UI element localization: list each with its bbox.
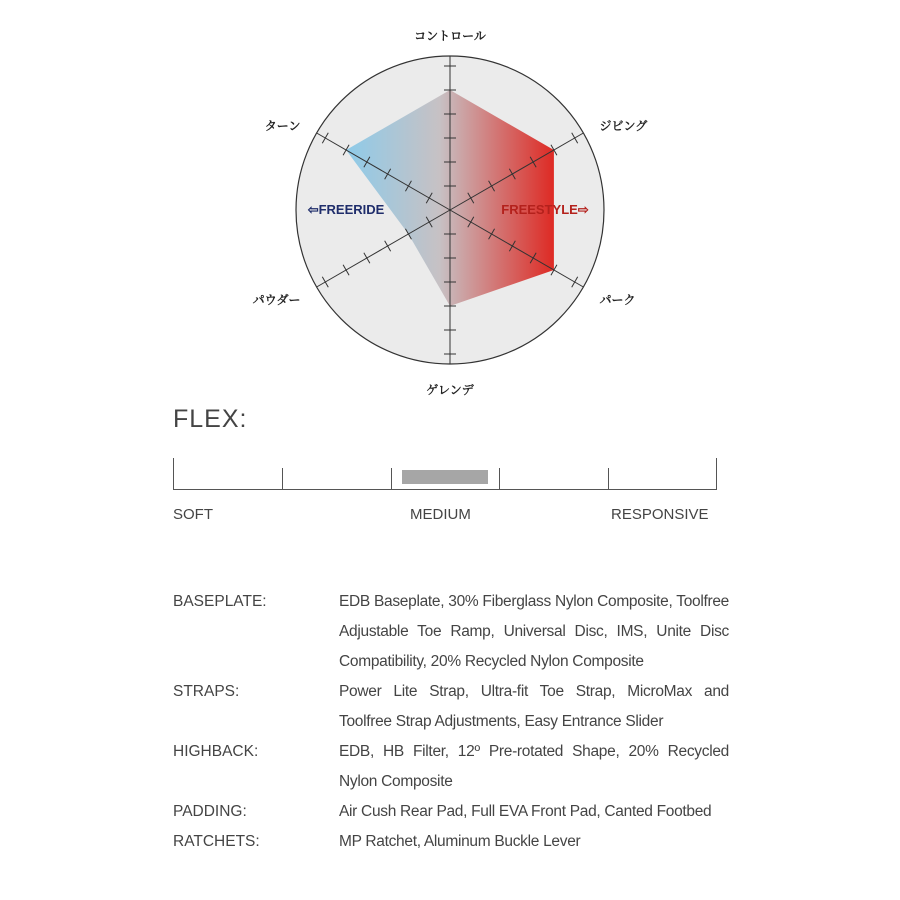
spec-row-straps [173, 677, 733, 737]
spec-list [173, 587, 733, 857]
flex-title: FLEX: [173, 405, 248, 433]
spec-key: STRAPS: [173, 683, 240, 700]
radar-axis-label: ジビング [599, 119, 648, 133]
flex-label-medium: MEDIUM [410, 506, 471, 523]
spec-value: Air Cush Rear Pad, Full EVA Front Pad, Canted Footbed [339, 803, 712, 820]
flex-label-responsive: RESPONSIVE [611, 506, 709, 523]
spec-row-highback [173, 737, 733, 797]
flex-scale-tick [608, 468, 609, 490]
flex-scale-tick [282, 468, 283, 490]
spec-key: PADDING: [173, 803, 247, 820]
radar-axis-label: パーク [599, 293, 636, 307]
spec-row-padding [173, 797, 733, 827]
freeride-label: ⇦FREERIDE [307, 202, 385, 217]
flex-scale [173, 458, 717, 490]
spec-row-ratchets [173, 827, 733, 857]
spec-value: EDB Baseplate, 30% Fiberglass Nylon Composite, Toolfree Adjustable Toe Ramp, Universal Disc, IMS, Unite Disc Compatibility, 20% Recycled Nylon Composite [339, 593, 729, 670]
radar-chart [0, 0, 900, 400]
flex-label-soft: SOFT [173, 506, 213, 523]
spec-key: HIGHBACK: [173, 743, 259, 760]
flex-scale-tick [173, 458, 174, 490]
spec-key: RATCHETS: [173, 833, 260, 850]
flex-scale-tick [499, 468, 500, 490]
radar-axis-label: コントロール [414, 29, 486, 43]
radar-axis-label: パウダー [252, 293, 301, 307]
spec-value: EDB, HB Filter, 12º Pre-rotated Shape, 20% Recycled Nylon Composite [339, 743, 729, 790]
flex-scale-baseline [173, 489, 717, 490]
spec-key: BASEPLATE: [173, 593, 267, 610]
flex-scale-tick [391, 468, 392, 490]
flex-scale-tick [716, 458, 717, 490]
spec-value: Power Lite Strap, Ultra-fit Toe Strap, MicroMax and Toolfree Strap Adjustments, Easy Entrance Slider [339, 683, 729, 730]
radar-axis-label: ターン [264, 119, 301, 133]
radar-axis-label: ゲレンデ [426, 383, 474, 397]
freestyle-label: FREESTYLE⇨ [501, 202, 589, 217]
flex-level-bar [402, 470, 488, 484]
spec-value: MP Ratchet, Aluminum Buckle Lever [339, 833, 581, 850]
spec-row-baseplate [173, 587, 733, 677]
